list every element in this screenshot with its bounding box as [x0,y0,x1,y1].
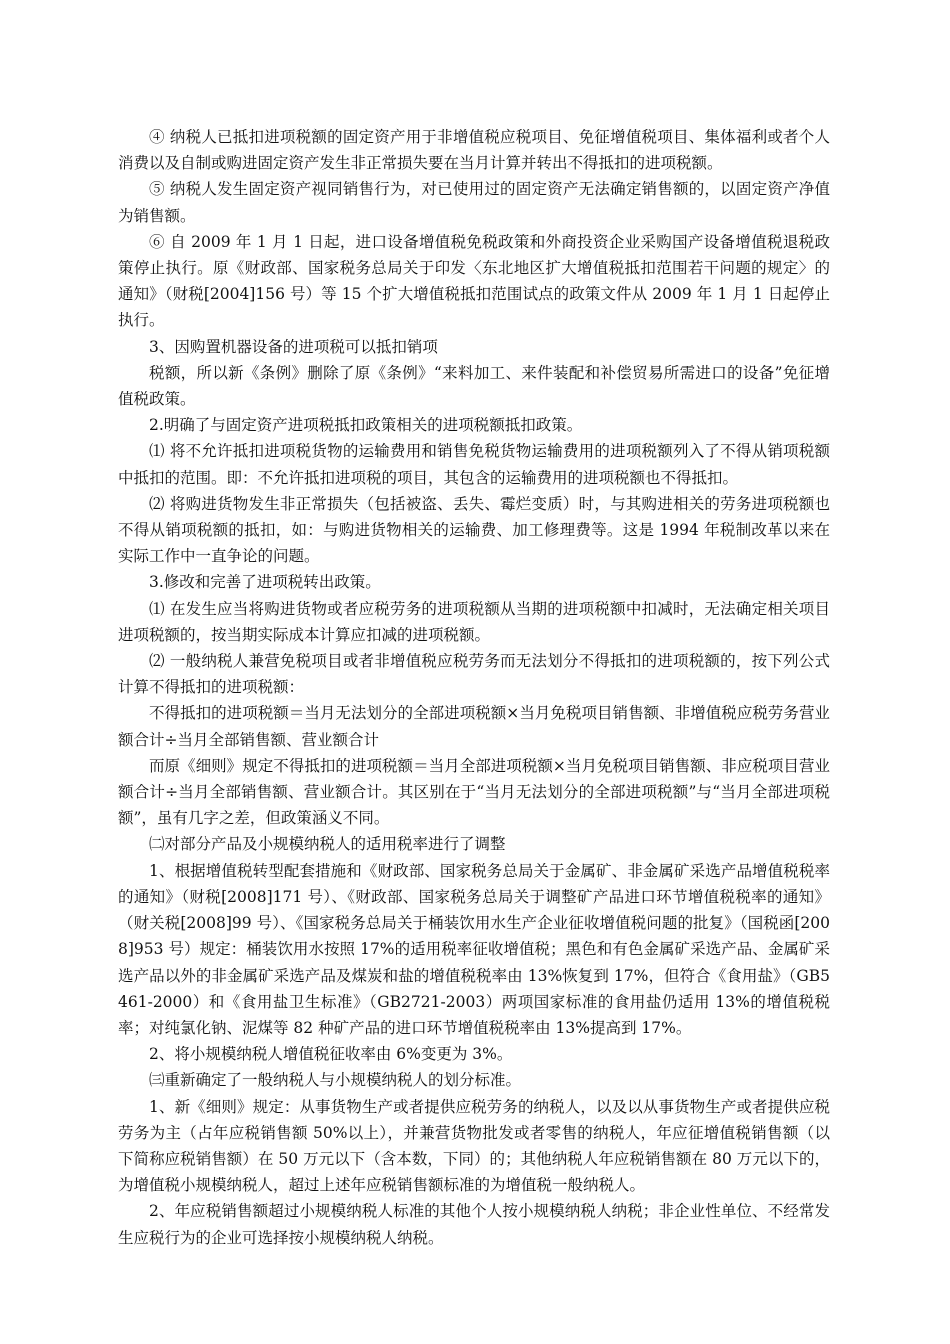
paragraph: ⑥ 自 2009 年 1 月 1 日起，进口设备增值税免税政策和外商投资企业采购国产设备增值税退税政策停止执行。原《财政部、国家税务总局关于印发〈东北地区扩大增值税抵扣范围若干问题的规定〉的通知》（财税[2004]156 号）等 15 个扩大增值税抵扣范围试点的政策文件从 2009 年 1 月 1 日起停止执行。 [118,232,830,330]
paragraph: ⑴ 在发生应当将购进货物或者应税劳务的进项税额从当期的进项税额中扣减时，无法确定相关项目进项税额的，按当期实际成本计算应扣减的进项税额。 [118,599,830,644]
formula-paragraph: 不得抵扣的进项税额＝当月无法划分的全部进项税额×当月免税项目销售额、非增值税应税劳务营业额合计÷当月全部销售额、营业额合计 [118,704,830,749]
section-heading: 3.修改和完善了进项税转出政策。 [149,573,381,592]
document-page [118,124,830,1251]
paragraph: ⑵ 将购进货物发生非正常损失（包括被盗、丢失、霉烂变质）时，与其购进相关的劳务进项税额也不得从销项税额的抵扣，如：与购进货物相关的运输费、加工修理费等。这是 1994 年税制改革以来在实际工作中一直争论的问题。 [118,494,830,566]
paragraph: 1、根据增值税转型配套措施和《财政部、国家税务总局关于金属矿、非金属矿采选产品增值税税率的通知》（财税[2008]171 号）、《财政部、国家税务总局关于调整矿产品进口环节增值税税率的通知》（财关税[2008]99 号）、《国家税务总局关于桶装饮用水生产企业征收增值税问题的批复》（国税函[2008]953 号）规定：桶装饮用水按照 17%的适用税率征收增值税；黑色和有色金属矿采选产品、金属矿采选产品以外的非金属矿采选产品及煤炭和盐的增值税税率由 13%恢复到 17%，但符合《食用盐》（GB5461-2000）和《食用盐卫生标准》（GB2721-2003）两项国家标准的食用盐仍适用 13%的增值税税率；对纯氯化钠、泥煤等 82 种矿产品的进口环节增值税税率由 13%提高到 17%。 [118,861,830,1037]
paragraph: ⑤ 纳税人发生固定资产视同销售行为，对已使用过的固定资产无法确定销售额的，以固定资产净值为销售额。 [118,180,830,225]
section-heading: ㈢重新确定了一般纳税人与小规模纳税人的划分标准。 [149,1071,522,1090]
paragraph: 2、年应税销售额超过小规模纳税人标准的其他个人按小规模纳税人纳税；非企业性单位、不经常发生应税行为的企业可选择按小规模纳税人纳税。 [118,1202,830,1247]
paragraph: 税额，所以新《条例》删除了原《条例》“来料加工、来件装配和补偿贸易所需进口的设备”免征增值税政策。 [118,363,830,409]
paragraph: ⑴ 将不允许抵扣进项税货物的运输费用和销售免税货物运输费用的进项税额列入了不得从销项税额中抵扣的范围。即：不允许抵扣进项税的项目，其包含的运输费用的进项税额也不得抵扣。 [118,442,830,487]
paragraph: ④ 纳税人已抵扣进项税额的固定资产用于非增值税应税项目、免征增值税项目、集体福利或者个人消费以及自制或购进固定资产发生非正常损失要在当月计算并转出不得抵扣的进项税额。 [118,128,830,173]
paragraph: 而原《细则》规定不得抵扣的进项税额＝当月全部进项税额×当月免税项目销售额、非应税项目营业额合计÷当月全部销售额、营业额合计。其区别在于“当月无法划分的全部进项税额”与“当月全部进项税额”，虽有几字之差，但政策涵义不同。 [118,756,830,828]
section-heading: ㈡对部分产品及小规模纳税人的适用税率进行了调整 [149,835,506,854]
section-heading: 2.明确了与固定资产进项税抵扣政策相关的进项税额抵扣政策。 [149,416,583,435]
paragraph: 3、因购置机器设备的进项税可以抵扣销项 [149,337,438,356]
paragraph: 1、新《细则》规定：从事货物生产或者提供应税劳务的纳税人，以及以从事货物生产或者提供应税劳务为主（占年应税销售额 50%以上），并兼营货物批发或者零售的纳税人，年应征增值税销售额（以下简称应税销售额）在 50 万元以下（含本数，下同）的；其他纳税人年应税销售额在 80 万元以下的，为增值税小规模纳税人，超过上述年应税销售额标准的为增值税一般纳税人。 [118,1097,830,1195]
paragraph: ⑵ 一般纳税人兼营免税项目或者非增值税应税劳务而无法划分不得抵扣的进项税额的，按下列公式计算不得抵扣的进项税额： [118,652,830,697]
paragraph: 2、将小规模纳税人增值税征收率由 6%变更为 3%。 [149,1045,513,1064]
